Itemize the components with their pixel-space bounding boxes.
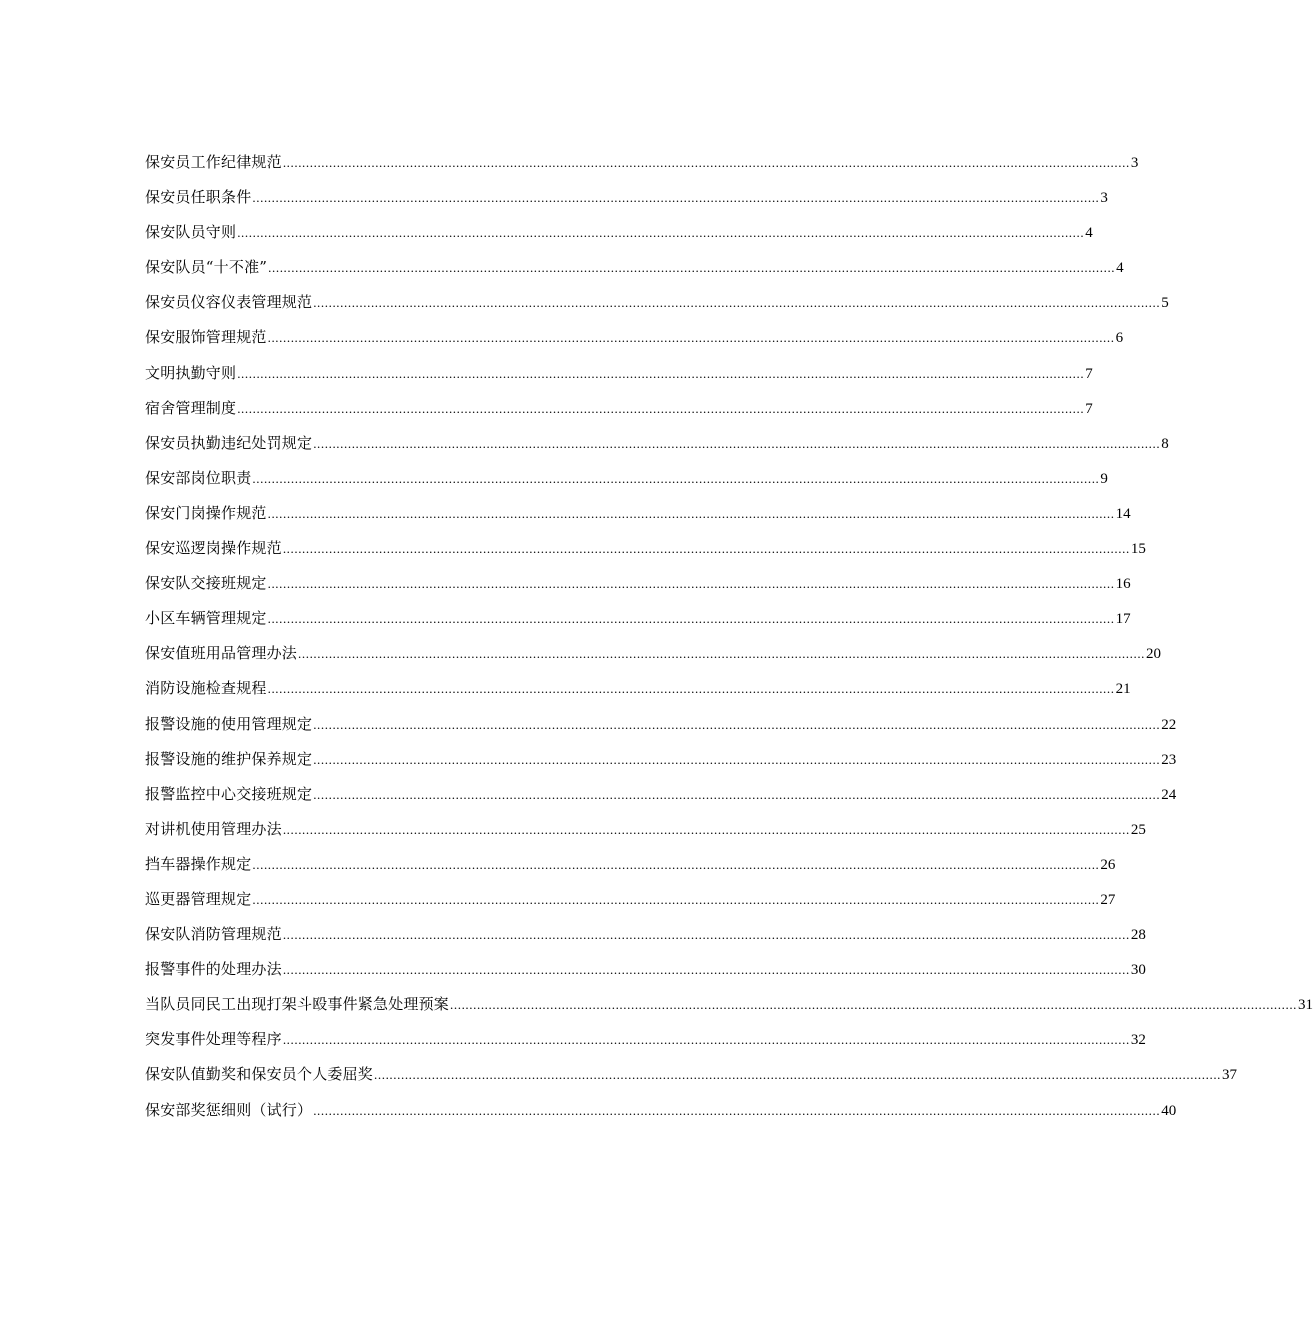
toc-entry-page-number: 23 [1161,751,1177,768]
toc-dot-leader: ............................................................................................................................................................................................................................ [267,611,1115,627]
toc-dot-leader: ............................................................................................................................................................................................................................ [237,400,1085,416]
toc-entry-page-number: 17 [1115,611,1131,628]
toc-dot-leader: ............................................................................................................................................................................................................................ [282,821,1130,837]
toc-entry-page-number: 40 [1161,1102,1177,1119]
toc-entry-title: 保安员任职条件 [145,188,252,207]
toc-entry[interactable] [145,674,1131,709]
toc-entry-title: 报警监控中心交接班规定 [145,784,313,803]
toc-entry-page-number: 28 [1130,927,1146,944]
toc-entry-page-number: 24 [1161,786,1177,803]
toc-entry-page-number: 9 [1100,470,1108,487]
toc-entry[interactable] [145,955,1146,990]
toc-entry[interactable] [145,288,1169,323]
toc-entry-page-number: 25 [1130,821,1146,838]
toc-entry[interactable] [145,464,1108,499]
toc-entry-title: 保安员执勤违纪处罚规定 [145,433,313,452]
toc-entry-title: 消防设施检查规程 [145,679,267,698]
toc-entry[interactable] [145,253,1124,288]
toc-entry[interactable] [145,604,1131,639]
toc-entry-title: 保安员工作纪律规范 [145,153,282,171]
toc-dot-leader: ............................................................................................................................................................................................................................ [267,576,1115,592]
toc-entry-page-number: 8 [1161,435,1169,452]
toc-entry[interactable] [145,990,1313,1025]
toc-entry-page-number: 20 [1146,646,1162,663]
toc-dot-leader: ............................................................................................................................................................................................................................ [252,891,1100,907]
toc-dot-leader: ............................................................................................................................................................................................................................ [282,1032,1130,1048]
toc-entry-page-number: 21 [1115,681,1131,698]
toc-entry-title: 保安队员“十不准” [145,258,268,277]
toc-entry[interactable] [145,1096,1177,1131]
toc-entry-title: 保安员仪容仪表管理规范 [145,293,313,312]
toc-entry-title: 报警设施的使用管理规定 [145,714,313,733]
toc-dot-leader: ............................................................................................................................................................................................................................ [450,997,1298,1013]
toc-dot-leader: ............................................................................................................................................................................................................................ [267,681,1115,697]
toc-entry-title: 保安服饰管理规范 [145,328,267,347]
toc-entry-title: 挡车器操作规定 [145,854,252,873]
toc-dot-leader: ............................................................................................................................................................................................................................ [237,225,1085,241]
toc-entry-title: 当队员同民工出现打架斗殴事件紧急处理预案 [145,995,450,1014]
toc-entry-title: 保安部奖惩细则（试行） [145,1100,313,1119]
toc-dot-leader: ............................................................................................................................................................................................................................ [267,505,1115,521]
toc-dot-leader: ............................................................................................................................................................................................................................ [282,962,1130,978]
toc-entry[interactable] [145,429,1169,464]
toc-entry[interactable] [145,534,1146,569]
toc-dot-leader: ............................................................................................................................................................................................................................ [267,330,1115,346]
toc-entry-page-number: 37 [1222,1067,1238,1084]
toc-dot-leader: ............................................................................................................................................................................................................................ [298,646,1146,662]
toc-dot-leader: ............................................................................................................................................................................................................................ [313,295,1161,311]
toc-entry-title: 保安门岗操作规范 [145,503,267,522]
toc-entry-title: 保安队值勤奖和保安员个人委屈奖 [145,1065,374,1084]
toc-entry[interactable] [145,639,1162,674]
toc-entry-title: 巡更器管理规定 [145,889,252,908]
toc-entry-title: 突发事件处理等程序 [145,1030,282,1049]
toc-dot-leader: ............................................................................................................................................................................................................................ [313,786,1161,802]
toc-dot-leader: ............................................................................................................................................................................................................................ [282,541,1130,557]
toc-entry-page-number: 27 [1100,891,1116,908]
toc-dot-leader: ............................................................................................................................................................................................................................ [282,155,1130,170]
toc-entry[interactable] [145,920,1146,955]
toc-entry[interactable] [145,885,1116,920]
toc-entry-title: 保安巡逻岗操作规范 [145,539,282,558]
toc-dot-leader: ............................................................................................................................................................................................................................ [268,260,1116,276]
toc-entry[interactable] [145,569,1131,604]
toc-entry[interactable] [145,499,1131,534]
toc-entry-page-number: 3 [1130,155,1139,171]
toc-entry-page-number: 6 [1115,330,1124,347]
toc-dot-leader: ............................................................................................................................................................................................................................ [313,751,1161,767]
toc-entry[interactable] [145,850,1116,885]
toc-entry-title: 保安值班用品管理办法 [145,644,298,663]
toc-entry[interactable] [145,394,1093,429]
toc-entry-page-number: 7 [1085,365,1093,382]
toc-entry-title: 报警事件的处理办法 [145,960,282,979]
toc-entry-page-number: 22 [1161,716,1177,733]
toc-entry-page-number: 32 [1130,1032,1146,1049]
toc-entry[interactable] [145,218,1093,253]
toc-entry-title: 小区车辆管理规定 [145,609,267,628]
toc-entry-page-number: 5 [1161,295,1169,312]
toc-entry-page-number: 3 [1100,190,1108,207]
toc-dot-leader: ............................................................................................................................................................................................................................ [313,435,1161,451]
toc-entry-title: 对讲机使用管理办法 [145,819,282,838]
toc-entry-page-number: 4 [1116,260,1124,277]
toc-entry-page-number: 4 [1085,225,1093,242]
toc-entry-page-number: 31 [1298,997,1313,1014]
toc-entry[interactable] [145,183,1108,218]
toc-entry-page-number: 16 [1115,576,1131,593]
toc-entry[interactable] [145,1060,1238,1095]
toc-entry-title: 保安队员守则 [145,223,237,242]
toc-entry[interactable] [145,1025,1146,1060]
toc-entry-title: 保安队交接班规定 [145,574,267,593]
table-of-contents [145,148,1313,1131]
toc-entry[interactable] [145,815,1146,850]
toc-dot-leader: ............................................................................................................................................................................................................................ [282,927,1130,943]
toc-entry-page-number: 26 [1100,856,1116,873]
toc-dot-leader: ............................................................................................................................................................................................................................ [252,856,1100,872]
toc-entry-title: 文明执勤守则 [145,363,237,382]
toc-entry[interactable] [145,745,1177,780]
toc-entry-page-number: 30 [1130,962,1146,979]
toc-entry-page-number: 7 [1085,400,1093,417]
toc-dot-leader: ............................................................................................................................................................................................................................ [374,1067,1222,1083]
toc-entry-title: 保安队消防管理规范 [145,925,282,944]
toc-entry[interactable] [145,780,1177,815]
toc-entry-page-number: 15 [1130,541,1146,558]
toc-dot-leader: ............................................................................................................................................................................................................................ [313,716,1161,732]
toc-entry-title: 保安部岗位职责 [145,468,252,487]
toc-entry-title: 宿舍管理制度 [145,398,237,417]
toc-dot-leader: ............................................................................................................................................................................................................................ [313,1102,1161,1118]
toc-dot-leader: ............................................................................................................................................................................................................................ [237,365,1085,381]
toc-entry-title: 报警设施的维护保养规定 [145,749,313,768]
toc-entry[interactable] [145,148,1139,183]
toc-entry[interactable] [145,359,1093,394]
toc-entry[interactable] [145,323,1124,358]
toc-entry[interactable] [145,710,1177,745]
toc-dot-leader: ............................................................................................................................................................................................................................ [252,190,1100,206]
toc-dot-leader: ............................................................................................................................................................................................................................ [252,470,1100,486]
toc-entry-page-number: 14 [1115,505,1131,522]
